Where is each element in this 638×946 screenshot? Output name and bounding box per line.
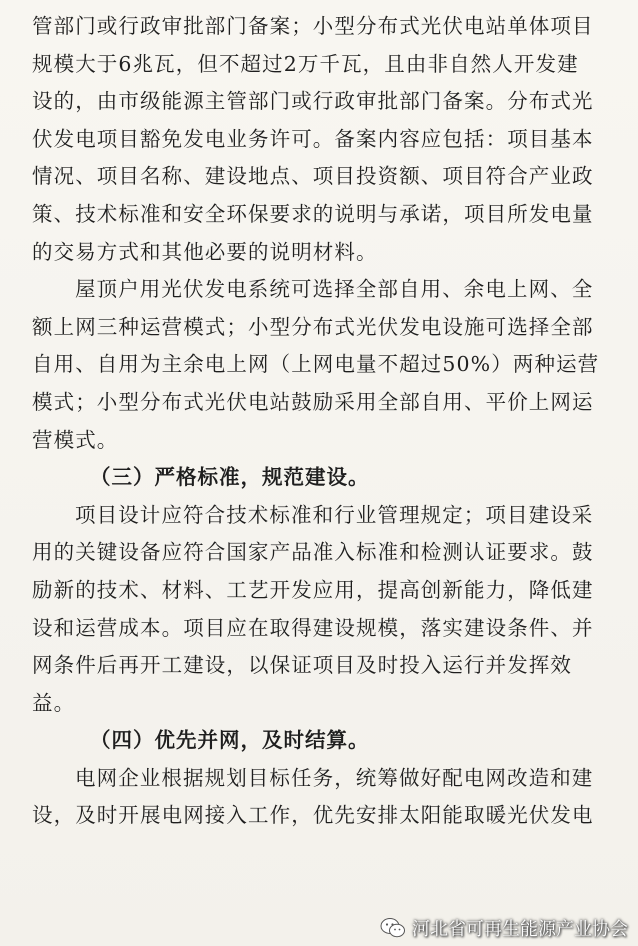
text-line: 情况、项目名称、建设地点、项目投资额、项目符合产业政: [32, 164, 594, 189]
text-line-paragraph-start: 项目设计应符合技术标准和行业管理规定；项目建设采: [75, 502, 594, 527]
text-line: 励新的技术、材料、工艺开发应用，提高创新能力，降低建: [32, 577, 594, 602]
text-line: 网条件后再开工建设，以保证项目及时投入运行并发挥效: [32, 653, 572, 678]
watermark: [380, 914, 628, 942]
watermark-text: 河北省可再生能源产业协会: [412, 919, 628, 940]
text-line: 益。: [32, 690, 76, 715]
text-line: 模式；小型分布式光伏电站鼓励采用全部自用、平价上网运: [32, 389, 594, 414]
text-line-paragraph-start: 屋顶户用光伏发电系统可选择全部自用、余电上网、全: [75, 277, 594, 302]
text-line: 用的关键设备应符合国家产品准入标准和检测认证要求。鼓: [32, 540, 594, 565]
text-line: 营模式。: [32, 427, 119, 452]
text-line: 自用、自用为主余电上网（上网电量不超过50%）两种运营: [32, 352, 600, 377]
section-heading-4: （四）优先并网，及时结算。: [90, 728, 370, 753]
text-line: 管部门或行政审批部门备案；小型分布式光伏电站单体项目: [32, 14, 594, 38]
text-line: 设的，由市级能源主管部门或行政审批部门备案。分布式光: [32, 89, 594, 114]
text-line: 策、技术标准和安全环保要求的说明与承诺，项目所发电量: [32, 201, 594, 226]
text-line: 规模大于6兆瓦，但不超过2万千瓦，且由非自然人开发建: [32, 51, 579, 76]
text-line-paragraph-start: 电网企业根据规划目标任务，统筹做好配电网改造和建: [75, 765, 594, 790]
text-line: 设，及时开展电网接入工作，优先安排太阳能取暖光伏发电: [32, 803, 594, 828]
wechat-logo-icon: [380, 917, 406, 939]
text-line: 伏发电项目豁免发电业务许可。备案内容应包括：项目基本: [32, 126, 594, 151]
document-body: [32, 8, 612, 835]
section-heading-3: （三）严格标准，规范建设。: [90, 465, 370, 490]
text-line: 的交易方式和其他必要的说明材料。: [32, 239, 378, 264]
text-line: 设和运营成本。项目应在取得建设规模，落实建设条件、并: [32, 615, 594, 640]
text-line: 额上网三种运营模式；小型分布式光伏发电设施可选择全部: [32, 314, 594, 339]
